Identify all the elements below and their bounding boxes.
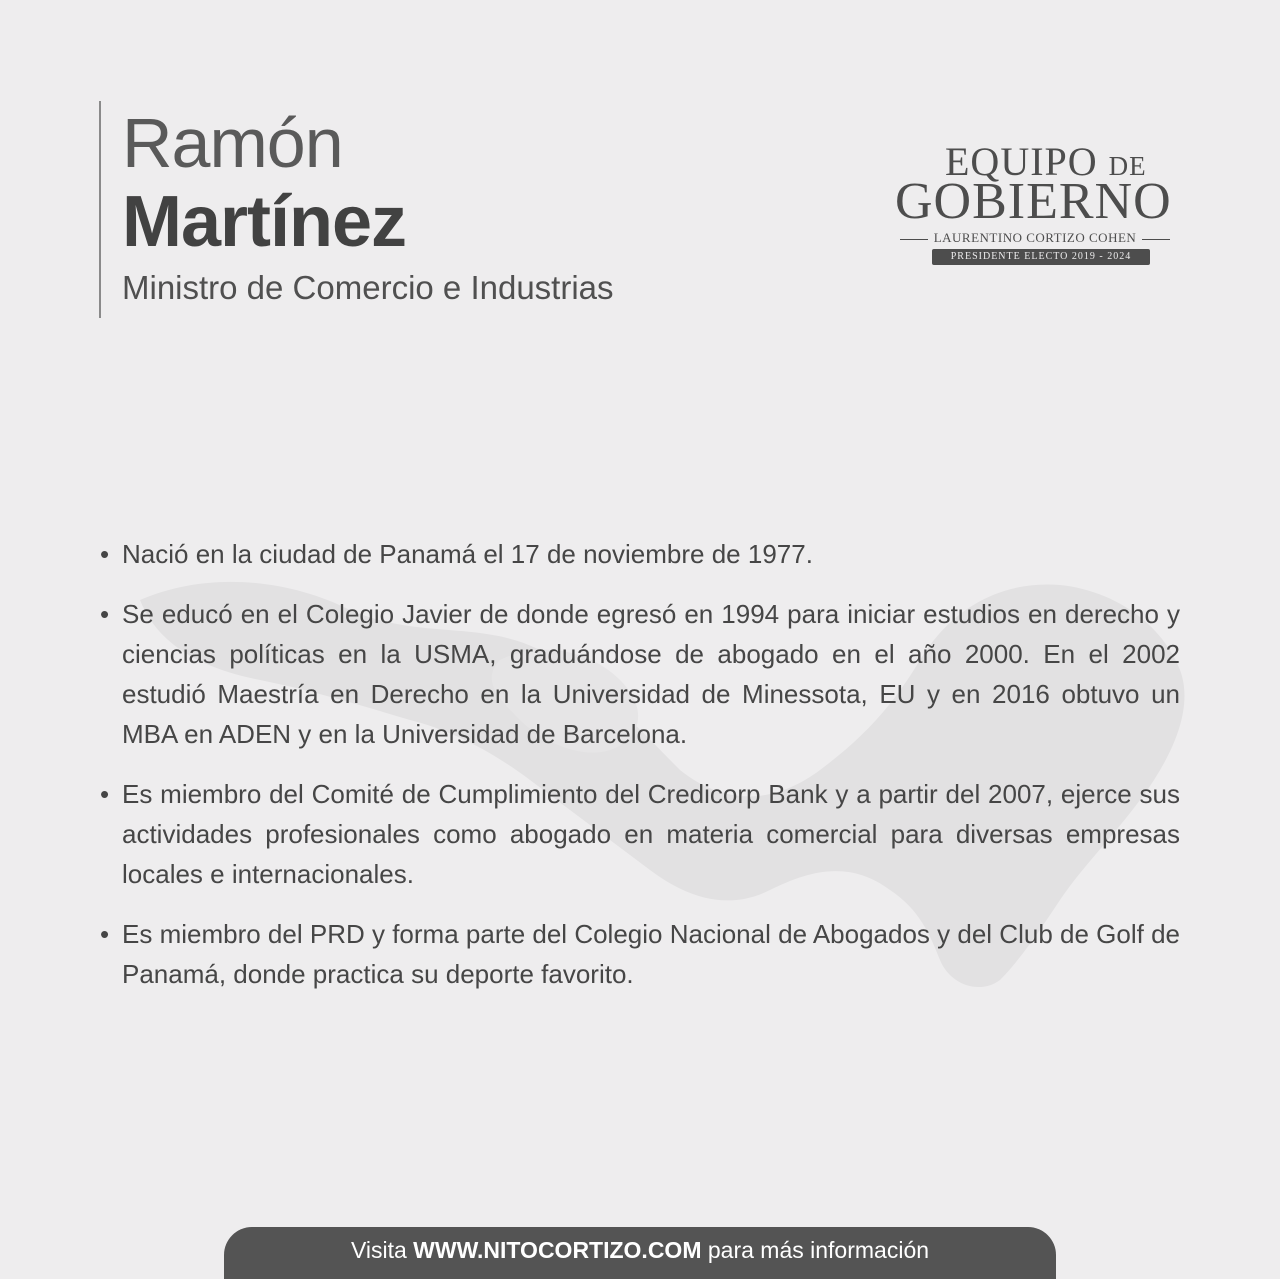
logo-line1-small: DE	[1108, 151, 1147, 181]
website-link[interactable]: WWW.NITOCORTIZO.COM	[413, 1237, 702, 1263]
logo-dash-right	[1142, 239, 1170, 240]
bullet-dot-icon: •	[100, 539, 110, 569]
list-item	[100, 914, 1180, 994]
footer-banner	[224, 1227, 1056, 1279]
logo-line2: GOBIERNO	[895, 173, 1172, 230]
bullet-text: Es miembro del Comité de Cumplimiento del Credicorp Bank y a partir del 2007, ejerce sus actividades profesionales como abogado en materia comercial para diversas empresas locales e internacionales.	[122, 779, 1180, 889]
header-divider	[99, 101, 101, 318]
footer-prefix: Visita	[350, 1237, 407, 1263]
bullet-dot-icon: •	[100, 779, 110, 809]
list-item	[100, 534, 1180, 574]
logo-dash-left	[900, 239, 928, 240]
last-name: Martínez	[122, 182, 407, 262]
bullet-text: Es miembro del PRD y forma parte del Colegio Nacional de Abogados y del Club de Golf de Panamá, donde practica su deporte favorito.	[122, 919, 1180, 989]
footer-suffix: para más información	[707, 1237, 930, 1263]
biography-list	[100, 534, 1180, 1014]
equipo-de-gobierno-logo	[890, 139, 1190, 272]
logo-subtitle: LAURENTINO CORTIZO COHEN	[933, 230, 1137, 245]
bullet-dot-icon: •	[100, 919, 110, 949]
logo-line1-main: EQUIPO	[945, 139, 1098, 184]
role-title: Ministro de Comercio e Industrias	[122, 269, 614, 306]
bullet-text: Se educó en el Colegio Javier de donde egresó en 1994 para iniciar estudios en derecho y ciencias políticas en la USMA, graduándose de abogado en el año 2000. En el 2002 estudió Maestría en Derecho en la Universidad de Minessota, EU y en 2016 obtuvo un MBA en ADEN y en la Universidad de Barcelona.	[122, 599, 1180, 749]
list-item	[100, 594, 1180, 754]
logo-band: PRESIDENTE ELECTO 2019 - 2024	[932, 249, 1150, 265]
bullet-text: Nació en la ciudad de Panamá el 17 de noviembre de 1977.	[122, 539, 813, 569]
bullet-dot-icon: •	[100, 599, 110, 629]
list-item	[100, 774, 1180, 894]
logo-subtitle-row	[890, 230, 1180, 246]
footer-text	[224, 1237, 1056, 1264]
first-name: Ramón	[122, 104, 343, 182]
